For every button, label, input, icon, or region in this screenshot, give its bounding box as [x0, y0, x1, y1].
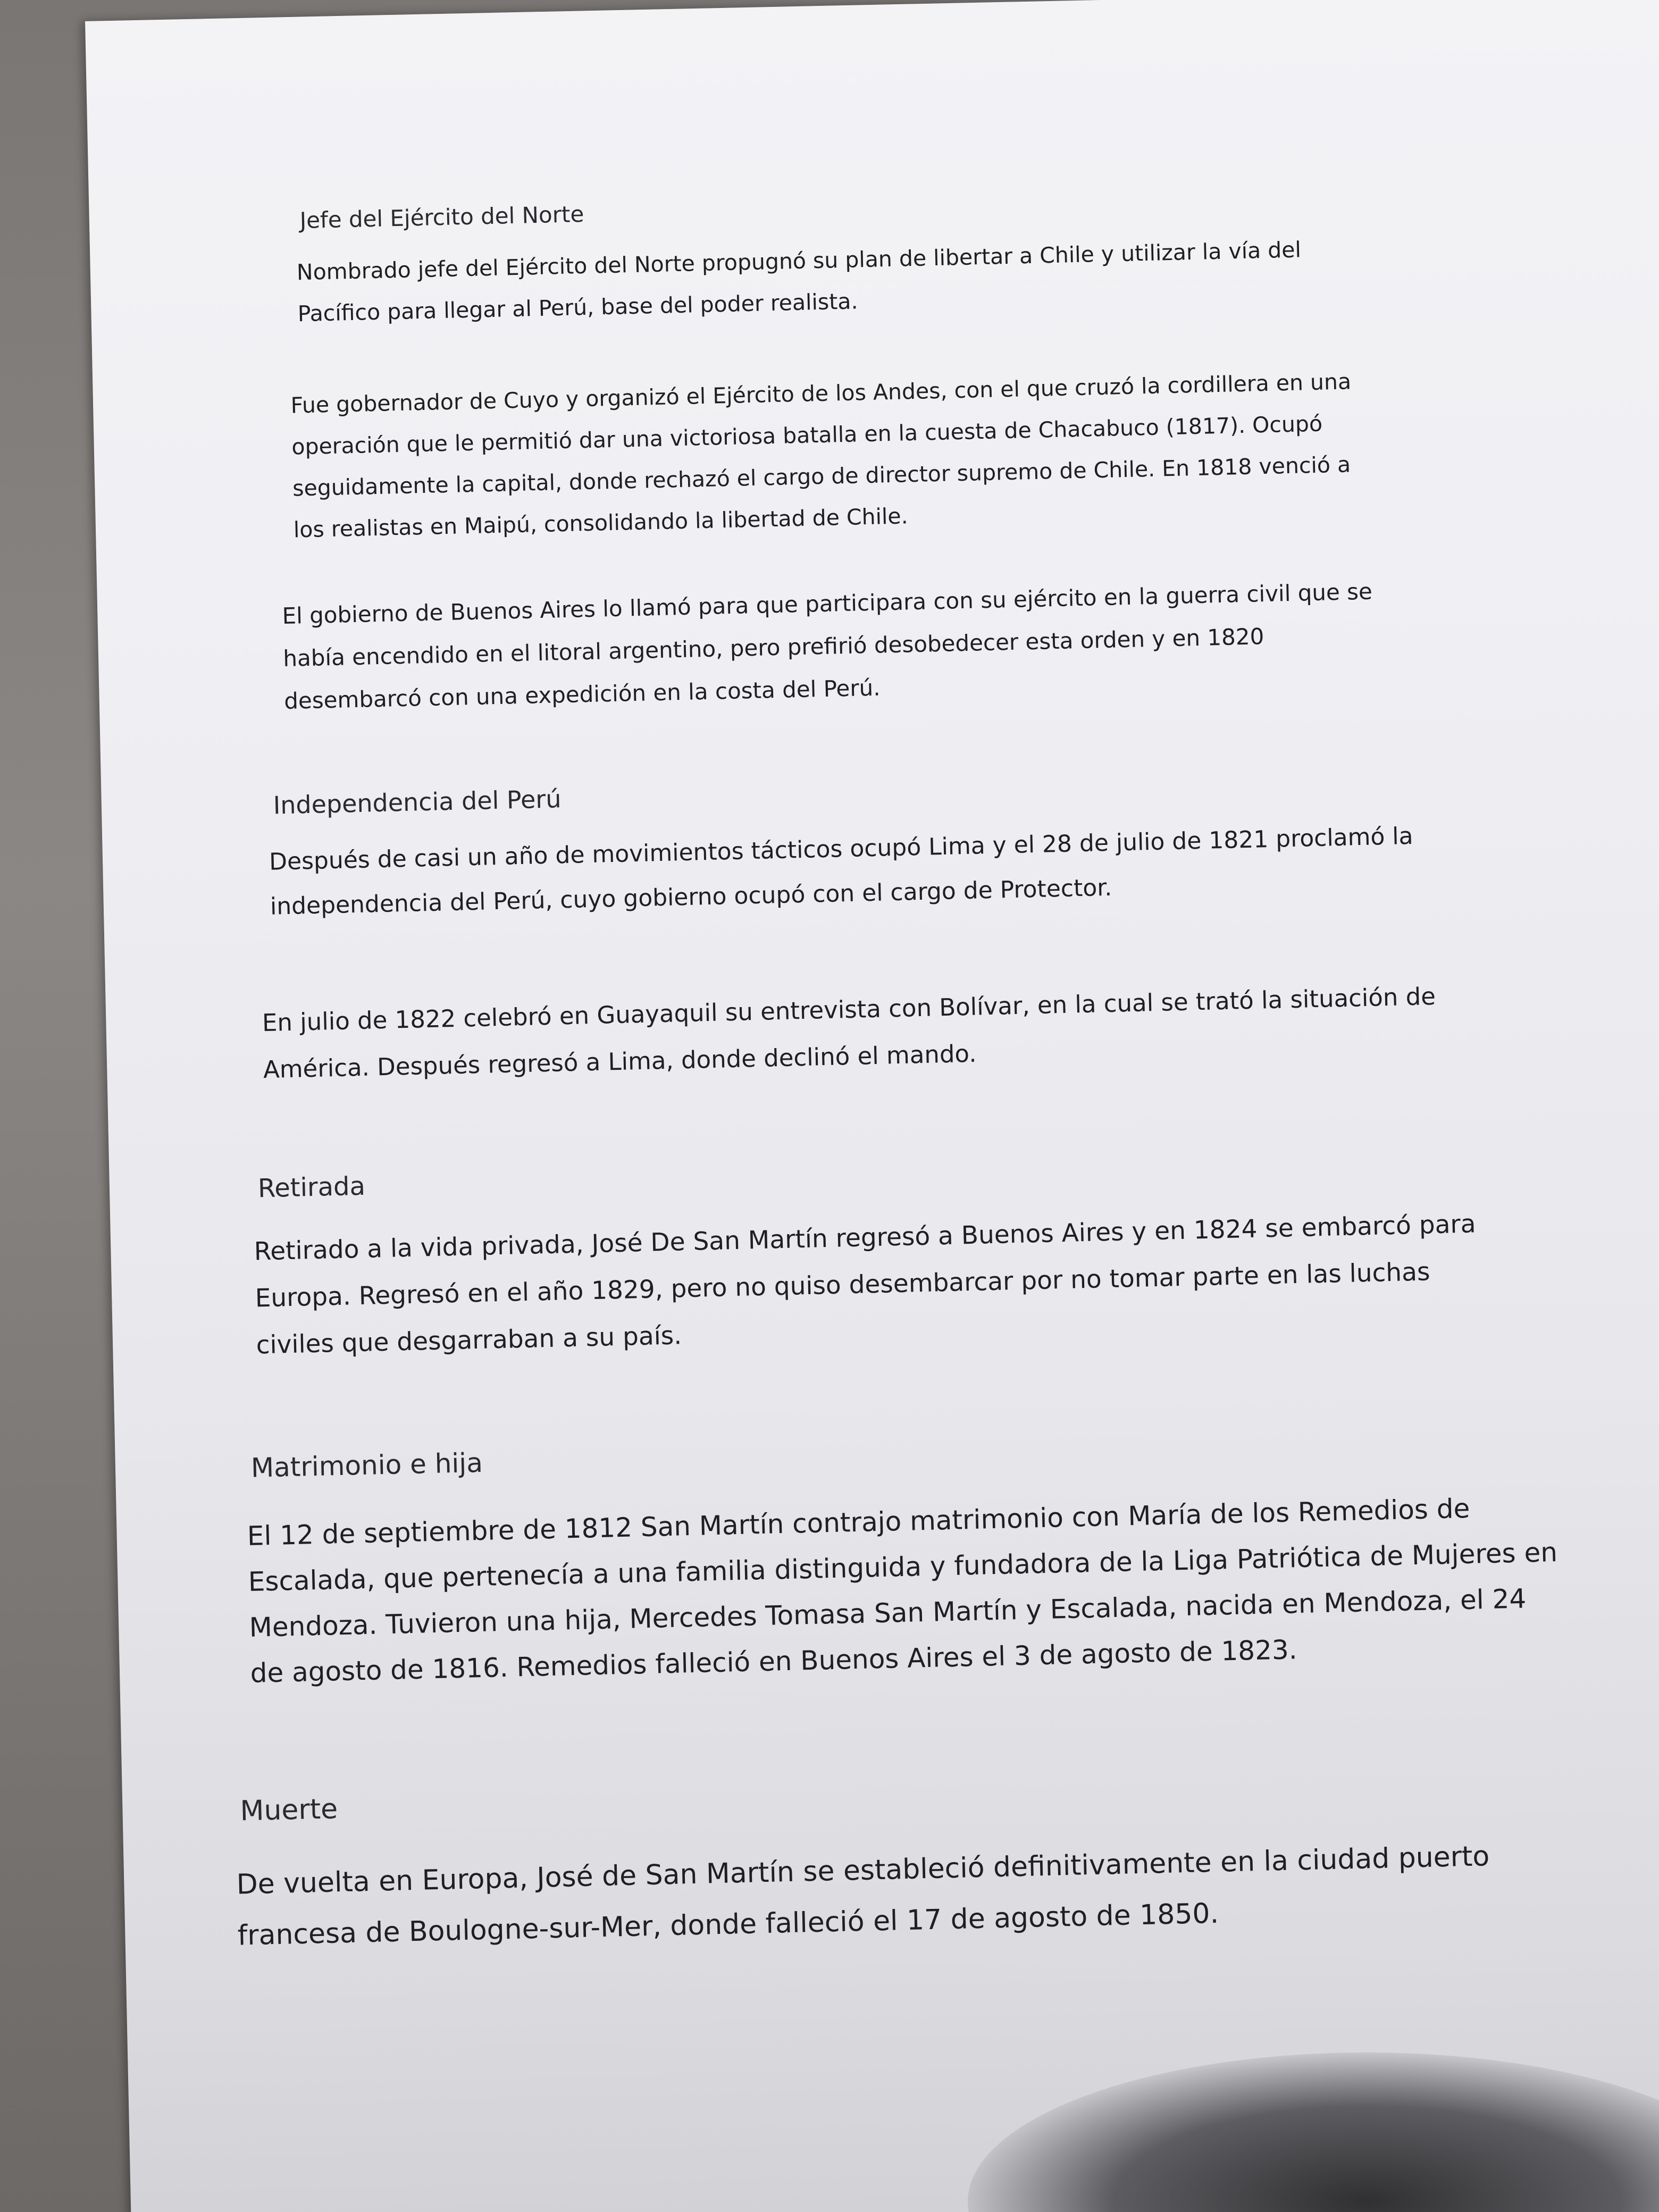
- text-line: Escalada, que pertenecía a una familia distinguida y fundadora de la Liga Patriótica de Mujeres en: [248, 1537, 1558, 1597]
- section-heading-independencia-peru: Independencia del Perú: [273, 784, 562, 820]
- text-line: Retirado a la vida privada, José De San Martín regresó a Buenos Aires y en 1824 se embarcó para: [254, 1209, 1477, 1267]
- text-line: Después de casi un año de movimientos tácticos ocupó Lima y el 28 de julio de 1821 proclamó la: [269, 822, 1414, 876]
- text-line: seguidamente la capital, donde rechazó el cargo de director supremo de Chile. En 1818 venció a: [292, 451, 1351, 501]
- paragraph: [236, 1831, 1492, 1961]
- text-line: independencia del Perú, cuyo gobierno ocupó con el cargo de Protector.: [270, 874, 1112, 920]
- text-line: Mendoza. Tuvieron una hija, Mercedes Tomasa San Martín y Escalada, nacida en Mendoza, el 24: [249, 1583, 1527, 1643]
- text-line: había encendido en el litoral argentino, pero prefirió desobedecer esta orden y en 1820: [282, 623, 1264, 672]
- paragraph: [290, 361, 1355, 550]
- paragraph: [262, 973, 1437, 1093]
- paragraph: [247, 1484, 1560, 1696]
- text-line: operación que le permitió dar una victoriosa batalla en la cuesta de Chacabuco (1817). Ocupó: [291, 410, 1323, 460]
- text-line: desembarcó con una expedición en la costa del Perú.: [283, 674, 881, 714]
- paragraph: [282, 571, 1375, 723]
- text-line: América. Después regresó a Lima, donde declinó el mando.: [263, 1039, 977, 1084]
- text-line: de agosto de 1816. Remedios falleció en Buenos Aires el 3 de agosto de 1823.: [250, 1634, 1298, 1689]
- text-line: El gobierno de Buenos Aires lo llamó para que participara con su ejército en la guerra civil que se: [282, 578, 1373, 630]
- section-heading-retirada: Retirada: [257, 1171, 366, 1204]
- text-line: Nombrado jefe del Ejército del Norte propugnó su plan de libertar a Chile y utilizar la vía del: [296, 237, 1302, 286]
- text-line: Fue gobernador de Cuyo y organizó el Ejército de los Andes, con el que cruzó la cordillera en una: [290, 368, 1352, 418]
- section-heading-jefe-ejercito-norte: Jefe del Ejército del Norte: [299, 200, 584, 234]
- text-line: civiles que desgarraban a su país.: [256, 1321, 682, 1360]
- section-heading-matrimonio-hija: Matrimonio e hija: [250, 1447, 483, 1484]
- paragraph: [269, 814, 1414, 929]
- paragraph: [254, 1201, 1479, 1369]
- section-heading-muerte: Muerte: [239, 1793, 338, 1828]
- text-line: Europa. Regresó en el año 1829, pero no quiso desembarcar por no tomar parte en las luchas: [255, 1257, 1431, 1313]
- text-line: francesa de Boulogne-sur-Mer, donde falleció el 17 de agosto de 1850.: [237, 1897, 1219, 1952]
- paragraph: [296, 229, 1302, 334]
- text-line: En julio de 1822 celebró en Guayaquil su entrevista con Bolívar, en la cual se trató la situación de: [262, 982, 1436, 1037]
- text-line: De vuelta en Europa, José de San Martín se estableció definitivamente en la ciudad puerto: [236, 1840, 1490, 1901]
- text-line: Pacífico para llegar al Perú, base del poder realista.: [297, 288, 858, 327]
- text-line: los realistas en Maipú, consolidando la libertad de Chile.: [293, 503, 909, 543]
- text-line: El 12 de septiembre de 1812 San Martín contrajo matrimonio con María de los Remedios de: [247, 1493, 1470, 1552]
